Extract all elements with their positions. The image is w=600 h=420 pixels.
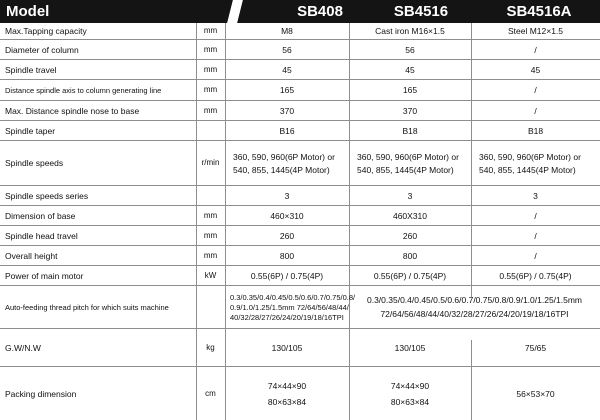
value-sb4516a: / [534,85,537,95]
value-sb4516: 0.55(6P) / 0.75(4P) [373,270,447,281]
value-line: 80×63×84 [390,396,430,407]
model-sb4516-header: SB4516 [393,3,449,20]
row-unit: kg [206,342,215,352]
table-row [0,80,600,101]
value-line: 360, 590, 960(6P Motor) or [479,151,581,162]
row-label: Max. Distance spindle nose to base [5,105,140,116]
value-sb4516a [471,141,600,185]
row-label: Packing dimension [5,388,77,399]
value-sb408: 56 [282,44,292,55]
value-sb4516: 165 [402,85,418,95]
model-sb408-header: SB408 [297,3,343,20]
model-header: Model [6,3,50,20]
table-row [0,23,600,40]
row-unit [196,121,225,140]
value-sb4516: 56 [405,44,415,55]
value-line: 74×44×90 [267,380,307,391]
row-label: Overall height [5,250,58,261]
value-sb408 [225,286,356,328]
row-label: Distance spindle axis to column generating line [5,85,162,95]
row-unit: mm [203,230,218,240]
value-sb408: 3 [284,190,290,201]
row-label: Max.Tapping capacity [5,26,87,36]
value-sb4516: 460X310 [392,210,428,221]
table-row [0,40,600,60]
value-sb408: 45 [282,64,292,75]
value-sb4516: 3 [407,190,413,201]
row-unit: mm [203,26,218,35]
value-sb408: B16 [279,125,295,136]
table-row [0,206,600,226]
value-sb4516: 370 [402,105,418,116]
table-row [0,246,600,266]
value-line: 540, 855, 1445(4P Motor) [233,164,330,175]
value-sb4516: B18 [402,125,418,136]
table-header [0,0,600,23]
row-unit: kW [204,270,217,280]
row-unit: cm [205,388,216,398]
table-row [0,141,600,186]
value-sb4516: 260 [402,230,418,241]
value-sb4516: Cast iron M16×1.5 [375,26,445,36]
value-line: 0.3/0.35/0.4/0.45/0.5/0.6/0.7/0.75/0.8/0.9/1.0/1.25/1.5mm [366,295,583,305]
row-label: Dimension of base [5,210,76,221]
value-sb4516: 45 [405,64,415,75]
value-sb4516a: / [534,250,537,261]
value-line: 360, 590, 960(6P Motor) or [233,151,335,162]
value-line: 540, 855, 1445(4P Motor) [479,164,576,175]
value-sb4516a: / [534,210,537,221]
value-line: 0.3/0.35/0.4/0.45/0.5/0.6/0.7/0.75/0.8/ [230,292,356,302]
value-sb4516a: / [534,230,537,241]
row-label: Spindle travel [5,64,57,75]
value-sb4516a: 3 [533,190,538,201]
row-label: G.W/N.W [5,342,41,353]
value-sb408: 0.55(6P) / 0.75(4P) [250,270,324,281]
table-row [0,226,600,246]
table-row [0,186,600,206]
row-unit [196,286,225,328]
table-row [0,266,600,286]
row-label: Auto-feeding thread pitch for which suits machine [5,302,169,312]
row-unit: mm [203,105,218,115]
value-sb4516: 130/105 [394,342,426,353]
value-sb408: 260 [279,230,295,241]
row-unit [196,186,225,205]
value-sb4516-sb4516a [349,286,600,328]
value-sb4516a: 0.55(6P) / 0.75(4P) [499,270,572,281]
value-sb4516a: / [534,44,537,55]
table-row [0,367,600,420]
row-label: Spindle speeds [5,158,64,168]
row-unit: mm [203,210,218,220]
row-unit: r/min [201,158,220,167]
value-line: 80×63×84 [267,396,307,407]
value-sb4516a: 56×53×70 [516,388,555,399]
value-sb408 [225,141,349,185]
value-sb4516a: Steel M12×1.5 [507,26,564,36]
value-sb4516a: / [534,105,537,116]
spec-grid [0,23,600,420]
value-sb408: M8 [281,26,293,36]
value-line: 540, 855, 1445(4P Motor) [357,164,454,175]
row-unit: mm [203,85,218,94]
value-sb408: 165 [279,85,295,95]
row-unit: mm [203,250,218,260]
row-label: Spindle taper [5,125,56,136]
value-line: 74×44×90 [390,380,430,391]
row-label: Power of main motor [5,270,84,281]
value-sb4516a: 45 [530,64,541,75]
value-line: 0.9/1.0/1.25/1.5mm 72/64/56/48/44/ [230,302,349,312]
header-divider [227,0,243,23]
value-sb408: 130/105 [271,342,303,353]
row-label: Diameter of column [5,44,79,55]
value-sb408: 460×310 [270,210,304,221]
table-row [0,329,600,367]
row-label: Spindle head travel [5,230,78,241]
table-row [0,121,600,141]
value-sb408: 800 [279,250,295,261]
model-sb4516a-header: SB4516A [506,3,572,20]
value-line: 40/32/28/27/26/24/20/19/18/16TPI [230,312,344,322]
table-row [0,101,600,121]
value-sb408 [225,367,349,420]
row-unit: mm [203,44,218,54]
value-sb408: 370 [279,105,295,116]
table-row [0,286,600,329]
table-row [0,60,600,80]
row-label: Spindle speeds series [5,190,89,201]
value-sb4516a: B18 [527,125,544,136]
value-line: 360, 590, 960(6P Motor) or [357,151,459,162]
value-sb4516 [349,141,471,185]
row-unit: mm [203,64,218,74]
value-sb4516a: 75/65 [524,342,547,353]
value-sb4516: 800 [402,250,418,261]
value-line: 72/64/56/48/44/40/32/28/27/26/24/20/19/18/16TPI [380,309,569,319]
value-sb4516 [349,367,471,420]
